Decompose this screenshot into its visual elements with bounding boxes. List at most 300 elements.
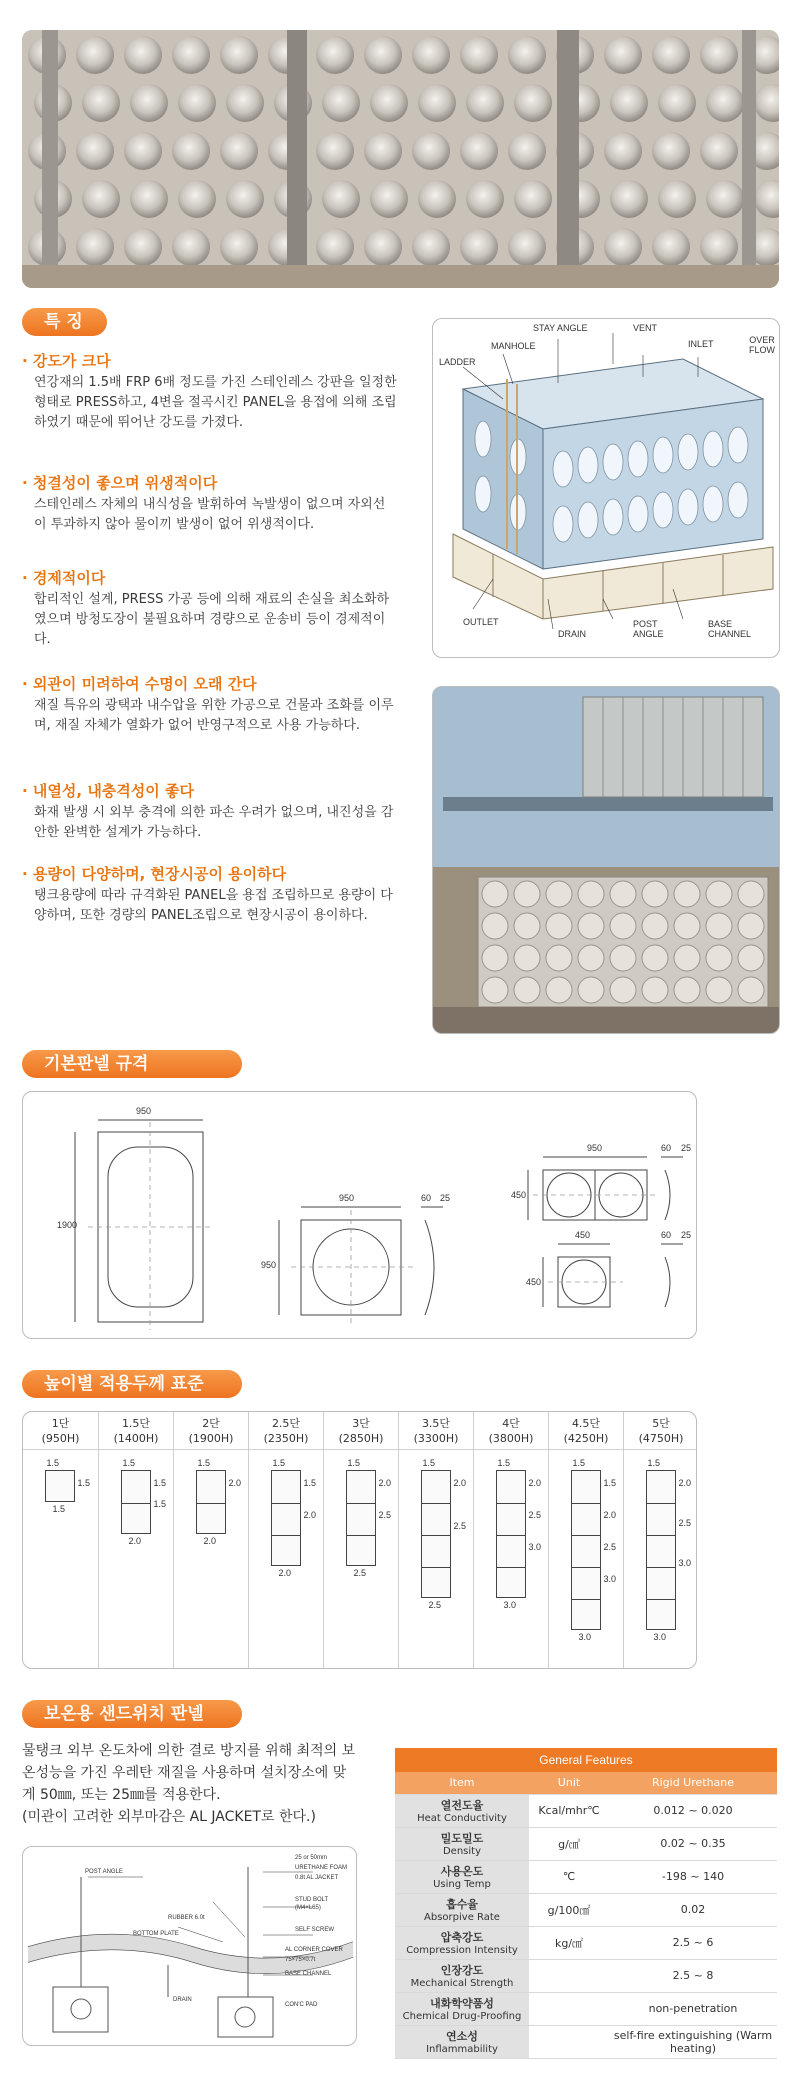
stage-divider — [422, 1503, 450, 1504]
row-item — [395, 1860, 529, 1893]
stage-divider — [497, 1503, 525, 1504]
thickness-mark: 1.5 — [122, 1458, 136, 1468]
dim-label: 450 — [575, 1230, 591, 1240]
tank-dome — [482, 913, 508, 939]
stage-divider — [647, 1503, 675, 1504]
diagram-label: VENT — [633, 323, 658, 333]
stage-stack — [121, 1470, 151, 1534]
row-value: -198 ~ 140 — [609, 1860, 777, 1893]
tank-dome — [460, 36, 498, 74]
row-item — [395, 1827, 529, 1860]
dim-label: 60 — [661, 1230, 672, 1240]
tank-dome — [610, 977, 636, 1003]
tank-dome — [172, 132, 210, 170]
row-item-ko: 밀도밀도 — [440, 1832, 484, 1845]
tank-dome — [226, 84, 264, 122]
tank-dome — [674, 881, 700, 907]
thickness-column — [173, 1412, 248, 1669]
tank-dome — [508, 36, 546, 74]
dim-label: 60 — [421, 1193, 432, 1203]
tank-dome — [652, 36, 690, 74]
thickness-mark: 1.5 — [647, 1458, 661, 1468]
feature-heading: · 외관이 미려하여 수명이 오래 간다 — [22, 675, 257, 693]
header-unit: Unit — [529, 1772, 609, 1794]
thickness-column-header — [549, 1412, 623, 1450]
thickness-column-header — [99, 1412, 173, 1450]
tank-dome — [178, 84, 216, 122]
tank-dome — [578, 977, 604, 1003]
tank-dome — [610, 881, 636, 907]
tank-dome — [642, 881, 668, 907]
tank-dome — [82, 180, 120, 218]
tank-dome — [514, 881, 540, 907]
tank-dome — [604, 228, 642, 266]
stage-stack — [196, 1470, 226, 1534]
tank-dome — [546, 945, 572, 971]
table-header-row — [395, 1772, 777, 1794]
tank-dome — [514, 945, 540, 971]
thickness-mark: 1.5 — [497, 1458, 511, 1468]
thickness-mark: 1.5 — [153, 1478, 167, 1488]
thickness-mark: 3.0 — [503, 1600, 517, 1610]
stage-label: 3단 — [352, 1417, 370, 1430]
row-unit: ℃ — [529, 1860, 609, 1893]
tank-dome — [322, 84, 360, 122]
thickness-mark: 2.5 — [678, 1518, 692, 1528]
row-value: 0.012 ~ 0.020 — [609, 1794, 777, 1827]
section-label: POST ANGLE — [85, 1869, 123, 1875]
thickness-column-header — [474, 1412, 548, 1450]
tank-dome — [220, 228, 258, 266]
row-unit — [529, 1959, 609, 1992]
thickness-mark: 2.0 — [128, 1536, 142, 1546]
tank-dome — [370, 180, 408, 218]
stage-stack — [646, 1470, 676, 1630]
tank-dome — [482, 977, 508, 1003]
tank-structure-diagram — [432, 318, 780, 658]
row-unit: g/100㎠ — [529, 1893, 609, 1926]
table-row — [395, 1827, 777, 1860]
thickness-column — [248, 1412, 323, 1669]
tank-dome — [514, 977, 540, 1003]
diagram-label: OUTLET — [463, 617, 499, 627]
tank-dome — [460, 132, 498, 170]
row-item — [395, 2025, 529, 2058]
tank-dome — [460, 228, 498, 266]
row-item — [395, 1794, 529, 1827]
thickness-table — [22, 1411, 697, 1669]
tank-dome — [514, 913, 540, 939]
row-item-en: Density — [442, 1846, 482, 1857]
tank-dome — [316, 132, 354, 170]
stage-divider — [572, 1503, 600, 1504]
tank-dome — [578, 945, 604, 971]
feature-body: 화재 발생 시 외부 충격에 의한 파손 우려가 없으며, 내진성을 감안한 완벽한 설계가 가능하다. — [34, 805, 394, 840]
diagram-label: LADDER — [439, 357, 476, 367]
tank-dome — [514, 180, 552, 218]
stage-height: (4250H) — [563, 1432, 609, 1445]
stage-divider — [572, 1567, 600, 1568]
tank-dome — [418, 84, 456, 122]
thickness-mark: 2.5 — [528, 1510, 542, 1520]
thickness-mark: 1.5 — [603, 1478, 617, 1488]
row-item-en: Absorpive Rate — [424, 1912, 500, 1923]
stage-label: 5단 — [652, 1417, 670, 1430]
tank-dome — [124, 132, 162, 170]
stage-label: 1.5단 — [121, 1417, 151, 1430]
thickness-mark: 3.0 — [528, 1542, 542, 1552]
stage-divider — [197, 1503, 225, 1504]
tank-dome — [604, 36, 642, 74]
features-title: 특 징 — [22, 308, 107, 336]
thickness-column — [473, 1412, 548, 1669]
thickness-column — [398, 1412, 473, 1669]
diagram-label: INLET — [688, 339, 714, 349]
tank-dome — [652, 132, 690, 170]
stage-stack — [571, 1470, 601, 1630]
tank-dome — [578, 881, 604, 907]
section-label: BOTTOM PLATE — [133, 1931, 179, 1937]
diagram-label: DRAIN — [558, 629, 587, 639]
feature-heading: · 용량이 다양하며, 현장시공이 용이하다 — [22, 865, 287, 883]
thickness-mark: 1.5 — [46, 1458, 60, 1468]
tank-dome — [674, 913, 700, 939]
dim-label: 1900 — [57, 1220, 78, 1230]
dim-label: 450 — [511, 1190, 527, 1200]
row-value: 2.5 ~ 6 — [609, 1926, 777, 1959]
tank-dome — [700, 228, 738, 266]
table-row — [395, 1992, 777, 2025]
tank-dome — [674, 977, 700, 1003]
row-value: non-penetration — [609, 1992, 777, 2025]
row-item-en: Chemical Drug-Proofing — [402, 2011, 522, 2022]
tank-dome — [76, 132, 114, 170]
table-row — [395, 1893, 777, 1926]
thickness-mark: 2.5 — [378, 1510, 392, 1520]
thickness-mark: 1.5 — [197, 1458, 211, 1468]
row-unit: g/㎤ — [529, 1827, 609, 1860]
thickness-mark: 2.0 — [228, 1478, 242, 1488]
dim-label: 450 — [526, 1277, 542, 1287]
tank-dome — [130, 180, 168, 218]
thickness-column-header — [324, 1412, 398, 1450]
thickness-mark: 2.0 — [678, 1478, 692, 1488]
thickness-mark: 2.0 — [303, 1510, 317, 1520]
thickness-mark: 3.0 — [653, 1632, 667, 1642]
stage-divider — [497, 1567, 525, 1568]
thickness-mark: 2.0 — [378, 1478, 392, 1488]
tank-dome — [706, 881, 732, 907]
stage-divider — [422, 1567, 450, 1568]
feature-item — [22, 350, 397, 433]
thickness-title: 높이별 적용두께 표준 — [22, 1370, 242, 1398]
tank-dome — [546, 913, 572, 939]
stage-stack — [271, 1470, 301, 1566]
dim-label: 60 — [661, 1143, 672, 1153]
tank-dome — [604, 132, 642, 170]
row-item-en: Compression Intensity — [406, 1945, 518, 1956]
diagram-label: MANHOLE — [491, 341, 536, 351]
stage-height: (1900H) — [188, 1432, 234, 1445]
section-label: (M4×L65) — [295, 1905, 321, 1911]
tank-dome — [172, 36, 210, 74]
feature-body: 재질 특유의 광택과 내수압을 위한 가공으로 건물과 조화를 이루며, 재질 자체가 열화가 없어 반영구적으로 사용 가능하다. — [34, 698, 394, 733]
thickness-column — [548, 1412, 623, 1669]
tank-dome — [706, 180, 744, 218]
tank-dome — [706, 977, 732, 1003]
stage-divider — [347, 1503, 375, 1504]
table-row — [395, 2025, 777, 2058]
thickness-mark: 2.0 — [603, 1510, 617, 1520]
feature-item — [22, 472, 397, 535]
tank-dome — [124, 36, 162, 74]
feature-item — [22, 673, 397, 736]
feature-item — [22, 567, 397, 650]
tank-dome — [674, 945, 700, 971]
stage-height: (3300H) — [413, 1432, 459, 1445]
stage-divider — [122, 1503, 150, 1504]
stage-height: (2350H) — [263, 1432, 309, 1445]
feature-heading: · 내열성, 내충격성이 좋다 — [22, 782, 194, 800]
tank-dome — [642, 977, 668, 1003]
stage-divider — [272, 1535, 300, 1536]
sandwich-note: (미관이 고려한 외부마감은 AL JACKET로 한다.) — [22, 1809, 316, 1825]
row-item-en: Mechanical Strength — [410, 1978, 514, 1989]
stage-divider — [422, 1535, 450, 1536]
section-label: AL CORNER COVER — [285, 1947, 343, 1953]
tank-dome — [610, 180, 648, 218]
feature-heading: · 경제적이다 — [22, 569, 106, 587]
row-item-ko: 내화학약품성 — [430, 1997, 494, 2010]
thickness-column — [23, 1412, 98, 1669]
section-label: RUBBER 6.0t — [168, 1915, 205, 1921]
dim-label: 950 — [261, 1260, 277, 1270]
stage-height: (1400H) — [113, 1432, 159, 1445]
stage-height: (950H) — [41, 1432, 80, 1445]
stage-label: 2단 — [202, 1417, 220, 1430]
section-label: URETHANE FOAM — [295, 1865, 348, 1871]
tank-dome — [658, 180, 696, 218]
panel-spec-title: 기본판넬 규격 — [22, 1050, 242, 1078]
tank-dome — [316, 228, 354, 266]
thickness-mark: 2.0 — [278, 1568, 292, 1578]
tank-dome — [658, 84, 696, 122]
dim-label: 950 — [339, 1193, 355, 1203]
thickness-mark: 2.0 — [453, 1478, 467, 1488]
tank-dome — [706, 84, 744, 122]
table-title: General Features — [395, 1748, 777, 1772]
feature-heading: · 청결성이 좋으며 위생적이다 — [22, 474, 218, 492]
general-features-table — [395, 1748, 777, 2059]
stage-divider — [572, 1599, 600, 1600]
tank-dome — [642, 945, 668, 971]
tank-dome — [370, 84, 408, 122]
thickness-mark: 1.5 — [572, 1458, 586, 1468]
thickness-mark: 3.0 — [678, 1558, 692, 1568]
feature-body: 탱크용량에 따라 규격화된 PANEL을 용접 조립하므로 용량이 다양하며, 또한 경량의 PANEL조립으로 현장시공이 용이하다. — [34, 888, 393, 923]
stage-divider — [647, 1535, 675, 1536]
tank-dome — [482, 881, 508, 907]
thickness-mark: 3.0 — [578, 1632, 592, 1642]
section-label: STUD BOLT — [295, 1897, 329, 1903]
row-item — [395, 1893, 529, 1926]
dim-label: 950 — [587, 1143, 603, 1153]
row-item-en: Inflammability — [426, 2044, 498, 2055]
dim-label: 25 — [681, 1143, 692, 1153]
feature-body: 스테인레스 자체의 내식성을 발휘하여 녹발생이 없으며 자외선이 투과하지 않아 물이끼 발생이 없어 위생적이다. — [34, 497, 386, 532]
stage-divider — [647, 1599, 675, 1600]
section-label: DRAIN — [173, 1997, 192, 2003]
sandwich-title: 보온용 샌드위치 판넬 — [22, 1700, 242, 1728]
tank-dome — [76, 228, 114, 266]
row-value: 2.5 ~ 8 — [609, 1959, 777, 1992]
tank-dome — [418, 180, 456, 218]
thickness-mark: 1.5 — [77, 1478, 91, 1488]
tank-dome — [364, 36, 402, 74]
row-item-ko: 열전도율 — [440, 1799, 484, 1812]
stage-divider — [272, 1503, 300, 1504]
hero-tank-photo — [22, 30, 779, 288]
tank-dome — [130, 84, 168, 122]
tank-dome — [412, 36, 450, 74]
stage-divider — [647, 1567, 675, 1568]
diagram-label: BASE CHANNEL — [708, 619, 752, 639]
tank-dome — [364, 132, 402, 170]
tank-dome — [706, 913, 732, 939]
tank-dome — [220, 36, 258, 74]
tank-dome — [738, 913, 764, 939]
thickness-mark: 1.5 — [52, 1504, 66, 1514]
sandwich-section-drawing — [22, 1846, 357, 2046]
table-row — [395, 1794, 777, 1827]
row-item-ko: 흡수율 — [446, 1898, 478, 1911]
thickness-mark: 1.5 — [347, 1458, 361, 1468]
dim-label: 25 — [440, 1193, 451, 1203]
thickness-mark: 2.5 — [453, 1520, 467, 1531]
table-row — [395, 1860, 777, 1893]
dim-label: 25 — [681, 1230, 692, 1240]
tank-dome — [482, 945, 508, 971]
stage-divider — [572, 1535, 600, 1536]
row-unit: kg/㎠ — [529, 1926, 609, 1959]
stage-divider — [497, 1535, 525, 1536]
tank-dome — [578, 913, 604, 939]
tank-dome — [172, 228, 210, 266]
thickness-mark: 1.5 — [153, 1499, 167, 1510]
tank-dome — [514, 84, 552, 122]
stage-label: 4단 — [502, 1417, 520, 1430]
tank-dome — [220, 132, 258, 170]
feature-body: 합리적인 설계, PRESS 가공 등에 의해 재료의 손실을 최소화하였으며 방청도장이 불필요하며 경량으로 운송비 등이 경제적이다. — [34, 592, 390, 647]
row-unit — [529, 2025, 609, 2058]
tank-dome — [738, 945, 764, 971]
stage-height: (3800H) — [488, 1432, 534, 1445]
stage-stack — [496, 1470, 526, 1598]
thickness-column-header — [249, 1412, 323, 1450]
stage-stack — [421, 1470, 451, 1598]
section-label: 75×75×0.7t — [285, 1957, 316, 1963]
row-item-ko: 사용온도 — [440, 1865, 484, 1878]
header-item: Item — [395, 1772, 529, 1794]
thickness-mark: 2.5 — [603, 1542, 617, 1552]
row-value: 0.02 ~ 0.35 — [609, 1827, 777, 1860]
row-item-ko: 연소성 — [446, 2030, 478, 2043]
stage-stack — [346, 1470, 376, 1566]
tank-dome — [652, 228, 690, 266]
tank-dome — [466, 180, 504, 218]
sandwich-description — [22, 1740, 357, 1828]
thickness-column — [623, 1412, 697, 1669]
feature-body: 연강재의 1.5배 FRP 6배 정도를 가진 스테인레스 강판을 일정한 형태로 PRESS하고, 4변을 절곡시킨 PANEL을 용접에 의해 조립하였기 때문에 뛰어난 강도를 가졌다. — [34, 375, 397, 430]
tank-dome — [546, 977, 572, 1003]
tank-dome — [508, 228, 546, 266]
thickness-mark: 2.5 — [353, 1568, 367, 1578]
stage-label: 4.5단 — [571, 1417, 601, 1430]
diagram-label: OVER FLOW — [749, 335, 775, 355]
thickness-column-header — [174, 1412, 248, 1450]
tank-dome — [226, 180, 264, 218]
thickness-mark: 1.5 — [303, 1478, 317, 1488]
thickness-column — [98, 1412, 173, 1669]
thickness-column-header — [624, 1412, 697, 1450]
tank-dome — [706, 945, 732, 971]
stage-height: (4750H) — [638, 1432, 684, 1445]
stage-height: (2850H) — [338, 1432, 384, 1445]
row-item-ko: 압축강도 — [440, 1931, 484, 1944]
tank-dome — [546, 881, 572, 907]
stage-divider — [347, 1535, 375, 1536]
dim-label: 950 — [136, 1106, 152, 1116]
thickness-mark: 1.5 — [422, 1458, 436, 1468]
tank-dome — [316, 36, 354, 74]
tank-dome — [610, 84, 648, 122]
row-item — [395, 1926, 529, 1959]
section-label: 25 or 50mm — [295, 1855, 328, 1861]
tank-dome — [738, 881, 764, 907]
feature-item — [22, 863, 397, 926]
row-unit: Kcal/mhr℃ — [529, 1794, 609, 1827]
thickness-column — [323, 1412, 398, 1669]
row-value: 0.02 — [609, 1893, 777, 1926]
tank-dome — [322, 180, 360, 218]
row-item-en: Using Temp — [433, 1879, 491, 1890]
stage-stack — [45, 1470, 75, 1502]
tank-dome — [610, 913, 636, 939]
tank-dome — [364, 228, 402, 266]
row-value: self-fire extinguishing (Warm heating) — [609, 2025, 777, 2058]
tank-dome — [412, 132, 450, 170]
sandwich-body: 물탱크 외부 온도차에 의한 결로 방지를 위해 최적의 보온성능을 가진 우레탄 재질을 사용하며 설치장소에 맞게 50㎜, 또는 25㎜를 적용한다. — [22, 1743, 356, 1803]
diagram-label: POST ANGLE — [633, 619, 664, 639]
tank-dome — [738, 977, 764, 1003]
table-row — [395, 1959, 777, 1992]
tank-dome — [700, 132, 738, 170]
stage-label: 1단 — [51, 1417, 70, 1430]
panel-spec-drawing — [22, 1091, 697, 1339]
row-unit — [529, 1992, 609, 2025]
tank-dome — [466, 84, 504, 122]
tank-dome — [508, 132, 546, 170]
installation-photo — [432, 686, 780, 1034]
stage-label: 3.5단 — [421, 1417, 451, 1430]
tank-dome — [82, 84, 120, 122]
section-label: SELF SCREW — [295, 1927, 335, 1933]
tank-dome — [700, 36, 738, 74]
thickness-mark: 1.5 — [272, 1458, 286, 1468]
table-row — [395, 1926, 777, 1959]
thickness-mark: 2.5 — [428, 1600, 442, 1610]
thickness-column-header — [399, 1412, 473, 1450]
